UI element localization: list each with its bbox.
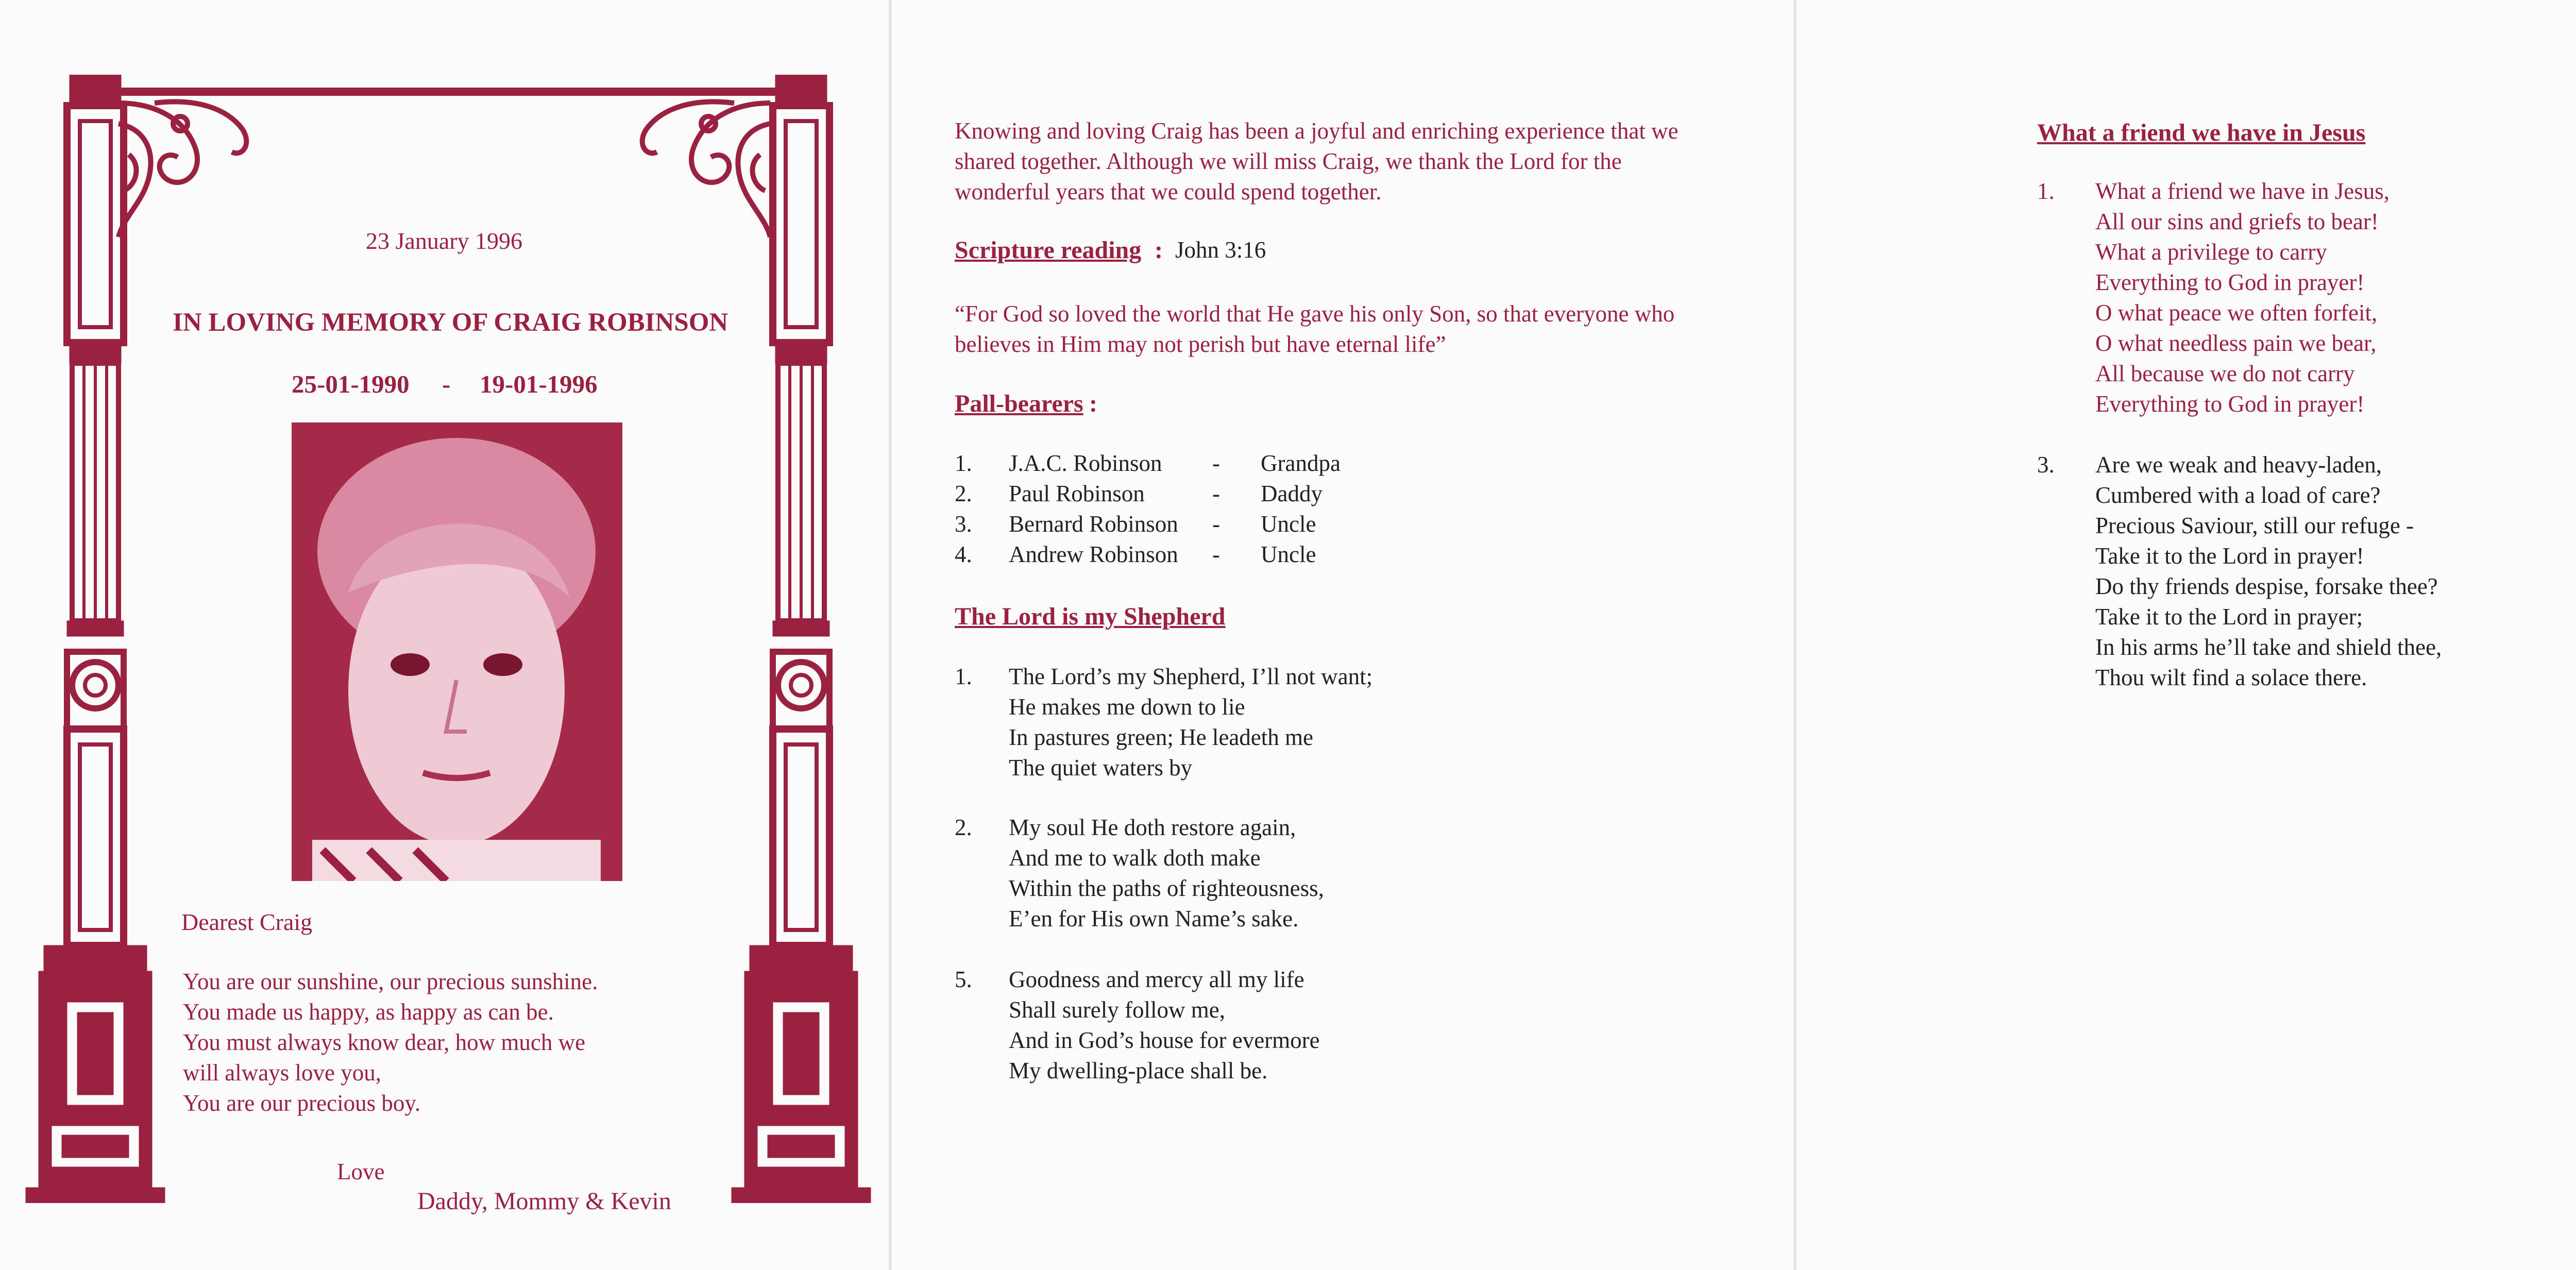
row-dash: - — [1212, 541, 1220, 567]
verse-line: All because we do not carry — [2095, 361, 2355, 386]
row-dash: - — [1212, 481, 1220, 506]
verse-line: Everything to God in prayer! — [2095, 391, 2365, 417]
scripture-label: Scripture reading — [955, 236, 1142, 264]
verse-line: He makes me down to lie — [1009, 694, 1245, 720]
intro-line: wonderful years that we could spend together. — [955, 179, 1382, 205]
scripture-colon: : — [1155, 236, 1163, 264]
row-name: Bernard Robinson — [1009, 511, 1178, 537]
row-num: 1. — [955, 450, 972, 476]
verse-line: E’en for His own Name’s sake. — [1009, 906, 1299, 932]
row-relation: Uncle — [1261, 511, 1316, 537]
verse-line: Goodness and mercy all my life — [1009, 967, 1304, 992]
verse-line: O what peace we often forfeit, — [2095, 300, 2378, 326]
intro-line: Knowing and loving Craig has been a joyful and enriching experience that we — [955, 118, 1679, 144]
right-eye — [483, 653, 522, 676]
poem-line: You made us happy, as happy as can be. — [183, 999, 554, 1025]
portrait-image — [292, 422, 622, 881]
death-date: 19-01-1996 — [480, 370, 598, 398]
arch-bar — [111, 88, 781, 96]
row-num: 2. — [955, 481, 972, 506]
cover-title: IN LOVING MEMORY OF CRAIG ROBINSON — [173, 308, 728, 337]
poem-line: You are our sunshine, our precious sunshine. — [183, 969, 598, 994]
poem-line: You are our precious boy. — [183, 1090, 421, 1116]
verse-line: What a privilege to carry — [2095, 239, 2327, 265]
poem-line: will always love you, — [183, 1060, 381, 1086]
verse-line: Take it to the Lord in prayer! — [2095, 543, 2364, 569]
verse-num: 3. — [2037, 452, 2055, 478]
cover-date: 23 January 1996 — [366, 228, 523, 254]
verse-line: Precious Saviour, still our refuge - — [2095, 513, 2414, 538]
verse-line: All our sins and griefs to bear! — [2095, 209, 2379, 234]
verse-line: In pastures green; He leadeth me — [1009, 724, 1313, 750]
verse-line: Everything to God in prayer! — [2095, 269, 2365, 295]
psalm-title: The Lord is my Shepherd — [955, 603, 1226, 630]
verse-line: What a friend we have in Jesus, — [2095, 178, 2390, 204]
row-name: Paul Robinson — [1009, 481, 1145, 506]
closing: Love — [337, 1159, 385, 1184]
verse-num: 5. — [955, 967, 972, 992]
portrait-photo — [292, 422, 622, 881]
verse-line: Do thy friends despise, forsake thee? — [2095, 573, 2438, 599]
verse-line: believes in Him may not perish but have eternal life” — [955, 331, 1446, 357]
verse-line: The Lord’s my Shepherd, I’ll not want; — [1009, 664, 1373, 689]
collar — [312, 840, 601, 881]
verse-line: My dwelling-place shall be. — [1009, 1058, 1268, 1083]
date-dash: - — [442, 370, 451, 398]
right-pillar — [729, 75, 873, 1203]
row-num: 4. — [955, 541, 972, 567]
verse-line: The quiet waters by — [1009, 755, 1193, 781]
left-pillar — [23, 75, 167, 1203]
verse-num: 2. — [955, 815, 972, 840]
row-relation: Grandpa — [1261, 450, 1341, 476]
hymn-title: What a friend we have in Jesus — [2037, 119, 2366, 146]
verse-line: Shall surely follow me, — [1009, 997, 1225, 1023]
greeting: Dearest Craig — [181, 909, 313, 935]
row-relation: Uncle — [1261, 541, 1316, 567]
verse-line: O what needless pain we bear, — [2095, 330, 2377, 356]
row-relation: Daddy — [1261, 481, 1323, 506]
row-dash: - — [1212, 450, 1220, 476]
verse-line: Take it to the Lord in prayer; — [2095, 604, 2363, 630]
scripture-ref: John 3:16 — [1175, 237, 1266, 263]
intro-line: shared together. Although we will miss Craig, we thank the Lord for the — [955, 148, 1622, 174]
verse-line: Are we weak and heavy-laden, — [2095, 452, 2382, 478]
pallbearers-label: Pall-bearers — [955, 390, 1083, 417]
verse-line: And in God’s house for evermore — [1009, 1027, 1320, 1053]
row-dash: - — [1212, 511, 1220, 537]
row-num: 3. — [955, 511, 972, 537]
panel-cover — [0, 0, 889, 1270]
verse-line: And me to walk doth make — [1009, 845, 1261, 871]
pallbearers-colon: : — [1089, 390, 1097, 417]
panel-service — [892, 0, 1793, 1270]
signature: Daddy, Mommy & Kevin — [417, 1188, 671, 1215]
birth-date: 25-01-1990 — [292, 370, 410, 398]
verse-line: Within the paths of righteousness, — [1009, 875, 1324, 901]
verse-line: Thou wilt find a solace there. — [2095, 665, 2367, 690]
verse-line: In his arms he’ll take and shield thee, — [2095, 634, 2442, 660]
row-name: Andrew Robinson — [1009, 541, 1178, 567]
left-eye — [391, 653, 430, 676]
verse-num: 1. — [955, 664, 972, 689]
verse-line: “For God so loved the world that He gave his only Son, so that everyone who — [955, 301, 1675, 327]
verse-line: My soul He doth restore again, — [1009, 815, 1296, 840]
poem-line: You must always know dear, how much we — [183, 1029, 586, 1055]
row-name: J.A.C. Robinson — [1009, 450, 1162, 476]
verse-line: Cumbered with a load of care? — [2095, 482, 2381, 508]
panel-hymn — [1797, 0, 2576, 1270]
verse-num: 1. — [2037, 178, 2055, 204]
